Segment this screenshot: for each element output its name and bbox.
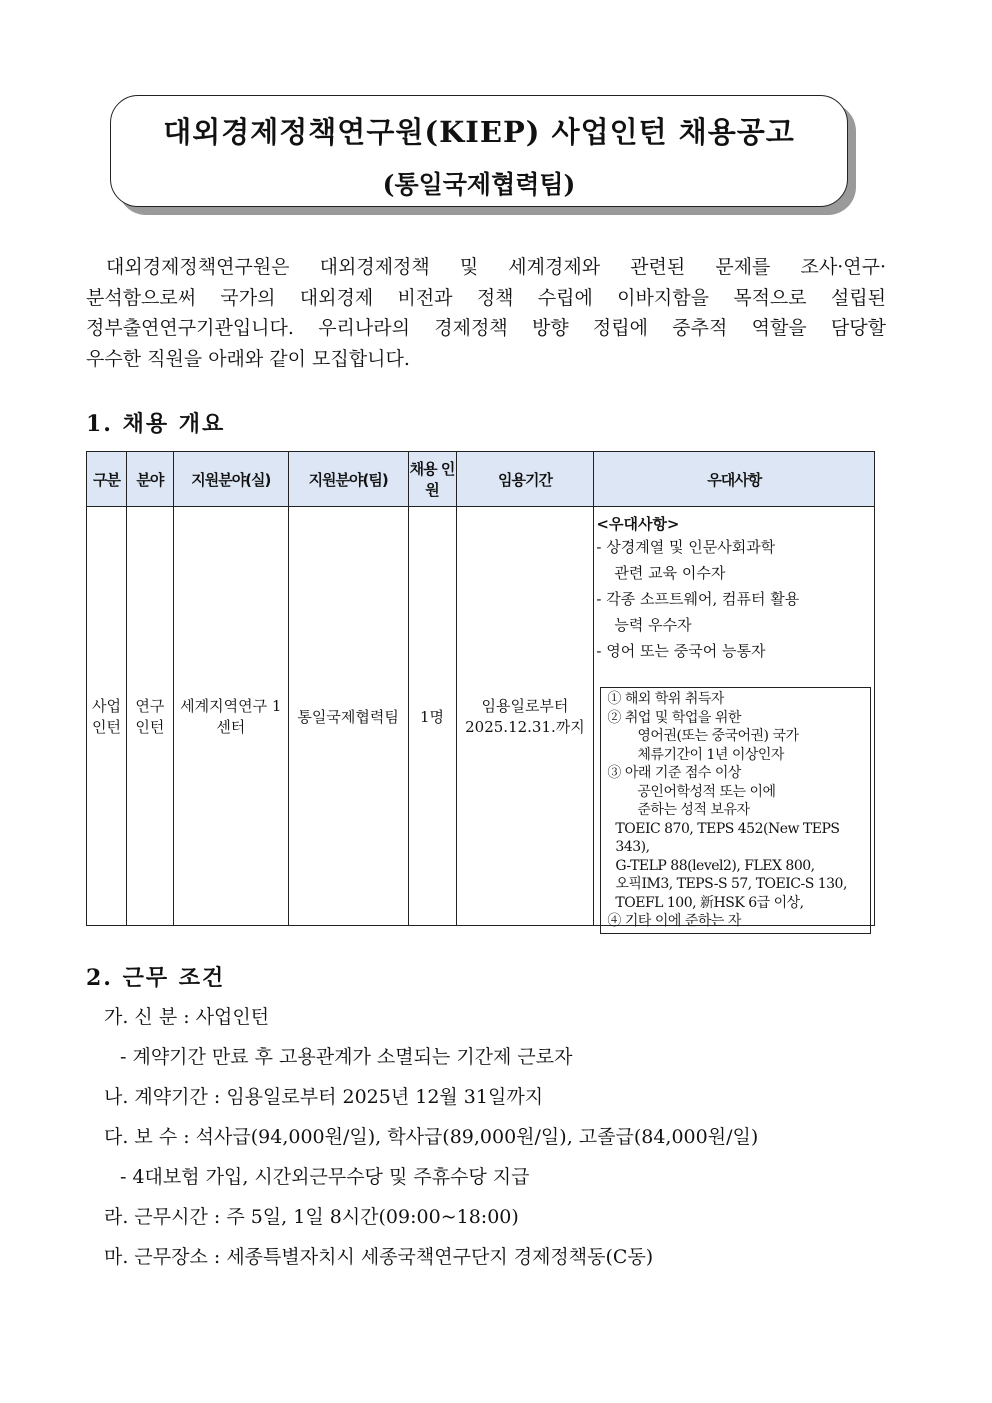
header-category: 구분 <box>87 452 127 507</box>
preference-item: - 영어 또는 중국어 능통자 <box>596 642 766 660</box>
preference-box-line: 영어권(또는 중국어권) 국가 <box>637 728 799 744</box>
condition-hours: 라. 근무시간 : 주 5일, 1일 8시간(09:00~18:00) <box>104 1206 519 1228</box>
preference-box-line: ① 해외 학위 취득자 <box>607 691 724 707</box>
cell-team: 통일국제협력팀 <box>288 507 408 926</box>
preference-box-line: 준하는 성적 보유자 <box>637 802 750 818</box>
intro-paragraph <box>86 252 886 374</box>
condition-pay: 다. 보 수 : 석사급(94,000원/일), 학사급(89,000원/일), 고졸급(84,000원/일) <box>104 1126 759 1148</box>
recruitment-table <box>86 451 875 929</box>
section-heading-1: 1. 채용 개요 <box>86 411 226 437</box>
table-row <box>87 507 875 926</box>
preference-box-line: ③ 아래 기준 점수 이상 <box>607 765 741 781</box>
preference-title: <우대사항> <box>596 515 680 533</box>
condition-pay-note: - 4대보험 가입, 시간외근무수당 및 주휴수당 지급 <box>120 1166 530 1188</box>
condition-contract: 나. 계약기간 : 임용일로부터 2025년 12월 31일까지 <box>104 1086 544 1108</box>
cell-dept: 세계지역연구 1센터 <box>173 507 288 926</box>
preference-item: 능력 우수자 <box>614 616 692 634</box>
condition-status: 가. 신 분 : 사업인턴 <box>104 1006 270 1028</box>
title-box <box>110 95 848 207</box>
header-period: 임용기간 <box>456 452 594 507</box>
preference-box-line: G-TELP 88(level2), FLEX 800, <box>615 857 815 874</box>
cell-preference <box>594 507 875 929</box>
condition-location: 마. 근무장소 : 세종특별자치시 세종국책연구단지 경제정책동(C동) <box>104 1246 654 1268</box>
preference-box <box>600 687 871 934</box>
preference-item: 관련 교육 이수자 <box>614 564 726 582</box>
preference-box-line: ② 취업 및 학업을 위한 <box>607 709 741 726</box>
preference-box-line: TOEFL 100, 新HSK 6급 이상, <box>615 894 804 911</box>
header-preference: 우대사항 <box>594 452 875 507</box>
intro-line: 정부출연연구기관입니다. 우리나라의 경제정책 방향 정립에 중추적 역할을 담당할 <box>86 317 886 339</box>
preference-box-line: 공인어학성적 또는 이에 <box>637 783 776 800</box>
intro-line: 우수한 직원을 아래와 같이 모집합니다. <box>86 347 410 370</box>
page-subtitle: (통일국제협력팀) <box>382 170 576 199</box>
cell-field: 연구 인턴 <box>126 507 173 926</box>
intro-line: 대외경제정책연구원은 대외경제정책 및 세계경제와 관련된 문제를 조사·연구· <box>106 256 886 278</box>
header-count: 채용 인원 <box>408 452 456 507</box>
page-title: 대외경제정책연구원(KIEP) 사업인턴 채용공고 <box>163 115 795 149</box>
condition-status-note: - 계약기간 만료 후 고용관계가 소멸되는 기간제 근로자 <box>120 1046 573 1068</box>
intro-line: 분석함으로써 국가의 대외경제 비전과 정책 수립에 이바지함을 목적으로 설립된 <box>86 286 886 309</box>
cell-category: 사업 인턴 <box>87 507 127 926</box>
preference-item: - 각종 소프트웨어, 컴퓨터 활용 <box>596 590 800 608</box>
preference-box-line: 오픽IM3, TEPS-S 57, TOEIC-S 130, <box>615 876 847 892</box>
header-dept: 지원분야(실) <box>173 452 288 507</box>
header-team: 지원분야(팀) <box>288 452 408 507</box>
preference-box-line: TOEIC 870, TEPS 452(New TEPS 343), <box>615 820 840 855</box>
header-field: 분야 <box>126 452 173 507</box>
cell-count: 1명 <box>408 507 456 926</box>
section-heading-2: 2. 근무 조건 <box>86 965 226 991</box>
preference-item: - 상경계열 및 인문사회과학 <box>596 538 776 556</box>
preference-box-line: 체류기간이 1년 이상인자 <box>637 746 784 763</box>
cell-period: 임용일로부터 2025.12.31.까지 <box>456 507 594 926</box>
table-header-row <box>87 452 875 507</box>
preference-box-line: ④ 기타 이에 준하는 자 <box>607 913 741 929</box>
